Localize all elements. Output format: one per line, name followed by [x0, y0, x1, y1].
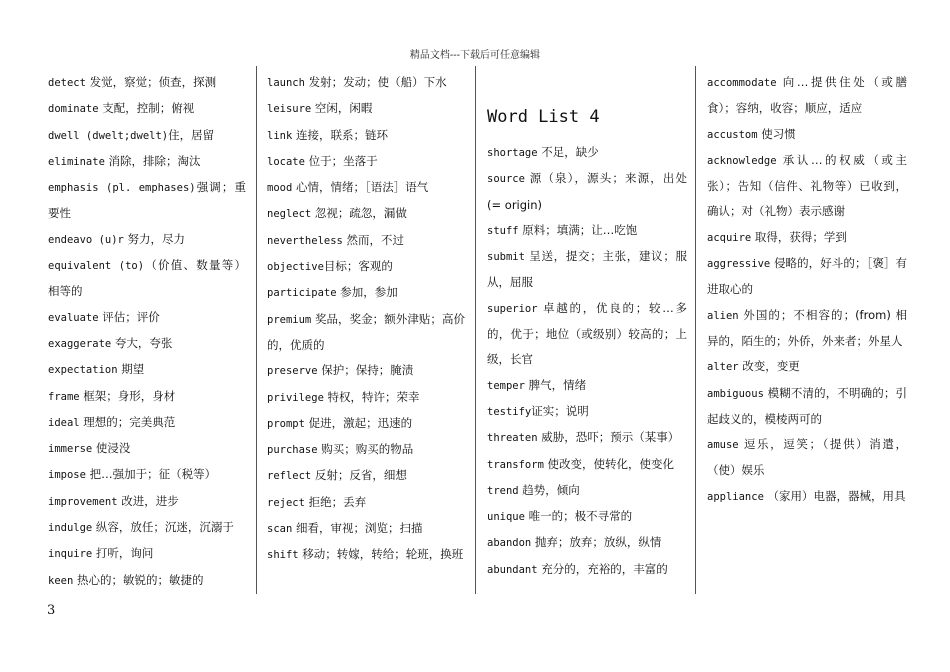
vocab-definition: 连接，联系；链环 — [292, 127, 388, 142]
vocab-word: stuff — [487, 224, 519, 237]
vocab-definition: 支配，控制；俯视 — [98, 101, 195, 116]
vocab-word: frame — [48, 390, 80, 403]
vocab-definition: 威胁，恐吓；预示（某事） — [537, 430, 680, 445]
vocab-word: source — [487, 173, 525, 186]
column-3 — [487, 70, 687, 583]
vocab-word: appliance — [707, 490, 764, 503]
vocab-entry — [487, 296, 687, 373]
page-number: 3 — [47, 603, 56, 618]
vocab-entry — [267, 463, 465, 489]
vocab-definition: 拒绝；丢弃 — [304, 494, 367, 509]
vocab-definition: 卓越的，优良的；较…多的，优于；地位（或级别）较高的；上级，长官 — [487, 300, 687, 367]
vocab-definition: 侵略的，好斗的；［褒］有进取心的 — [707, 256, 907, 297]
vocab-entry — [707, 354, 907, 380]
vocab-entry — [267, 542, 465, 568]
vocab-entry — [267, 307, 465, 359]
vocab-word: accommodate — [707, 77, 777, 89]
vocab-word: improvement — [48, 495, 118, 508]
vocab-entry — [48, 436, 246, 462]
vocab-entry — [267, 280, 465, 306]
page-header: 精品文档---下载后可任意编辑 — [409, 50, 541, 61]
vocab-word: submit — [487, 251, 525, 264]
vocab-definition: （价值、数量等）相等的 — [48, 258, 247, 299]
vocab-definition: 位于；坐落于 — [304, 153, 378, 168]
vocab-word: objective — [267, 261, 324, 274]
vocab-definition: 发觉，察觉；侦查，探测 — [85, 75, 217, 89]
vocab-entry — [487, 452, 687, 478]
vocab-entry — [48, 227, 246, 253]
vocab-definition: 特权，特许；荣幸 — [323, 389, 420, 404]
vocab-word: inquire — [48, 548, 93, 561]
vocab-word: premium — [267, 313, 312, 326]
vocab-word: reject — [267, 496, 305, 509]
vocab-definition: 外国的；不相容的；(from) 相异的，陌生的；外侨，外来者；外星人 — [707, 307, 907, 348]
vocab-entry — [707, 251, 907, 303]
vocab-entry — [267, 411, 465, 437]
vocab-entry — [267, 437, 465, 463]
vocab-word: mood — [267, 182, 293, 195]
vocab-word: locate — [267, 155, 305, 168]
word-list-title: Word List 4 — [487, 107, 600, 127]
vocab-definition: 模糊不清的，不明确的；引起歧义的，模棱两可的 — [707, 385, 907, 426]
vocab-entry — [707, 303, 907, 355]
column-4 — [707, 70, 907, 510]
vocab-definition: 呈送，提交；主张，建议；服从，屈服 — [487, 249, 687, 290]
vocab-word: superior — [487, 302, 538, 315]
vocab-word: exaggerate — [48, 337, 112, 350]
vocab-definition: 期望 — [117, 362, 145, 377]
vocab-word: equivalent (to) — [48, 260, 145, 273]
vocab-entry — [48, 357, 246, 383]
vocab-entry — [48, 331, 246, 357]
vocab-word: keen — [48, 574, 74, 587]
vocab-word: ideal — [48, 416, 80, 429]
vocab-entry — [48, 515, 246, 541]
vocab-entry — [487, 530, 687, 556]
vocab-word: abundant — [487, 563, 538, 576]
vocab-definition: 消除，排除；淘汰 — [104, 153, 201, 168]
vocab-word: eliminate — [48, 155, 105, 168]
vocab-word: emphasis (pl. emphases) — [48, 182, 196, 195]
vocab-entry — [487, 140, 687, 166]
vocab-definition: 热心的；敏锐的；敏捷的 — [73, 572, 204, 587]
vocab-word: shortage — [487, 147, 538, 159]
vocab-entry — [487, 218, 687, 244]
vocab-entry — [267, 385, 465, 411]
column-1 — [48, 70, 246, 594]
column-divider — [475, 66, 476, 594]
vocab-entry — [487, 244, 687, 296]
vocab-entry — [707, 381, 907, 433]
vocab-word: ambiguous — [707, 387, 764, 400]
vocab-entry — [48, 305, 246, 331]
vocab-word: accustom — [707, 128, 758, 141]
vocab-word: threaten — [487, 432, 538, 445]
vocab-entry — [707, 225, 907, 251]
vocab-word: alter — [707, 361, 739, 374]
column-divider — [256, 66, 257, 594]
vocab-definition: 唯一的；极不寻常的 — [524, 509, 633, 524]
vocab-definition: 忽视；疏忽，漏做 — [311, 206, 407, 221]
vocab-entry — [707, 484, 907, 510]
vocab-entry — [707, 122, 907, 148]
vocab-definition: 然而，不过 — [342, 232, 405, 247]
vocab-definition: 证实；说明 — [531, 403, 589, 418]
vocab-definition: 趋势，倾向 — [518, 482, 580, 497]
vocab-word: participate — [267, 287, 337, 300]
vocab-entry — [48, 96, 246, 122]
vocab-definition: 使习惯 — [757, 126, 796, 141]
vocab-word: alien — [707, 309, 739, 322]
vocab-word: preserve — [267, 365, 318, 378]
vocab-entry — [48, 410, 246, 436]
vocab-word: unique — [487, 511, 525, 524]
vocab-definition: 把…强加于；征（税等） — [85, 467, 217, 482]
vocab-word: detect — [48, 77, 86, 89]
vocab-word: testify — [487, 405, 532, 418]
vocab-entry — [267, 201, 465, 227]
vocab-word: expectation — [48, 364, 118, 377]
vocab-entry — [267, 175, 465, 201]
vocab-entry — [487, 425, 687, 451]
vocab-word: launch — [267, 77, 305, 89]
vocab-word: dwell (dwelt;dwelt) — [48, 129, 169, 142]
vocab-entry — [487, 504, 687, 530]
vocab-definition: 打听，询问 — [92, 546, 154, 561]
vocab-word: leisure — [267, 103, 312, 116]
vocab-word: transform — [487, 458, 544, 471]
vocab-entry — [48, 149, 246, 175]
vocab-definition: 使浸没 — [92, 441, 131, 456]
vocab-word: reflect — [267, 470, 312, 483]
vocab-entry — [48, 462, 246, 488]
vocab-definition: 反射；反省，细想 — [311, 468, 407, 483]
vocab-definition: 承认…的权威（或主张）；告知（信件、礼物等）已收到，确认；对（礼物）表示感谢 — [707, 152, 907, 219]
vocab-definition: 不足，缺少 — [537, 145, 599, 159]
vocab-word: trend — [487, 484, 519, 497]
vocab-definition: 心情，情绪；［语法］语气 — [292, 180, 429, 195]
vocab-entry — [267, 70, 465, 96]
vocab-word: neglect — [267, 208, 312, 221]
vocab-word: endeavo (u)r — [48, 233, 124, 246]
vocab-entry — [267, 254, 465, 280]
vocab-entry — [48, 175, 246, 227]
vocab-entry — [267, 123, 465, 149]
vocab-word: link — [267, 129, 293, 142]
vocab-definition: 保护；保持；腌渍 — [317, 363, 414, 378]
vocab-definition: 原料；填满；让…吃饱 — [518, 222, 638, 237]
vocab-definition: 夸大，夸张 — [111, 335, 173, 350]
vocab-definition: 框架；身形，身材 — [79, 388, 176, 403]
vocab-word: aggressive — [707, 258, 771, 271]
vocab-entry — [48, 489, 246, 515]
vocab-definition: 改进，进步 — [117, 493, 179, 508]
vocab-definition: 源（泉），源头；来源，出处 (= origin) — [487, 171, 687, 212]
vocab-word: acknowledge — [707, 154, 777, 167]
vocab-word: shift — [267, 549, 299, 562]
vocab-definition: 努力，尽力 — [123, 231, 186, 246]
vocab-entry — [707, 148, 907, 225]
column-divider — [695, 66, 696, 594]
vocab-word: scan — [267, 523, 293, 536]
vocab-entry — [48, 541, 246, 567]
vocab-definition: 发射；发动；使（船）下水 — [304, 75, 447, 89]
vocab-entry — [48, 123, 246, 149]
column-2 — [267, 70, 465, 569]
vocab-definition: 使改变，使转化，使变化 — [543, 456, 675, 471]
vocab-entry — [487, 373, 687, 399]
vocab-definition: 促进，激起；迅速的 — [304, 415, 413, 430]
vocab-definition: 住，居留 — [168, 127, 215, 142]
vocab-entry — [267, 96, 465, 122]
vocab-entry — [267, 490, 465, 516]
vocab-definition: 购买；购买的物品 — [317, 442, 414, 457]
vocab-word: abandon — [487, 537, 532, 550]
vocab-word: amuse — [707, 439, 739, 452]
vocab-definition: 参加，参加 — [336, 285, 398, 300]
vocab-definition: 评估；评价 — [98, 309, 160, 324]
vocab-entry — [707, 70, 907, 122]
vocab-definition: 奖品，奖金；额外津贴；高价的，优质的 — [267, 311, 465, 352]
vocab-definition: 纵容，放任；沉迷，沉溺于 — [92, 520, 234, 535]
vocab-word: prompt — [267, 417, 305, 430]
vocab-definition: 改变，变更 — [738, 359, 800, 374]
vocab-entry — [48, 253, 246, 305]
vocab-word: nevertheless — [267, 234, 343, 247]
vocab-entry — [267, 516, 465, 542]
vocab-definition: 逗乐，逗笑；（提供）消遣，（使）娱乐 — [707, 437, 907, 478]
vocab-entry — [48, 70, 246, 96]
vocab-entry — [267, 228, 465, 254]
vocab-definition: 细看，审视；浏览；扫描 — [292, 521, 423, 536]
vocab-word: purchase — [267, 444, 318, 457]
vocab-entry — [267, 358, 465, 384]
vocab-word: indulge — [48, 522, 93, 535]
vocab-word: temper — [487, 379, 525, 392]
vocab-entry — [487, 478, 687, 504]
vocab-definition: （家用）电器，器械，用具 — [763, 488, 906, 503]
vocab-word: dominate — [48, 103, 99, 116]
vocab-entry — [267, 149, 465, 175]
vocab-word: impose — [48, 469, 86, 482]
vocab-word: immerse — [48, 443, 93, 456]
vocab-word: acquire — [707, 231, 752, 244]
vocab-definition: 脾气，情绪 — [524, 377, 587, 392]
vocab-definition: 向…提供住处（或膳食）；容纳，收容；顺应，适应 — [707, 75, 907, 116]
vocab-definition: 空闲，闲暇 — [311, 101, 373, 116]
vocab-definition: 理想的；完美典范 — [79, 414, 176, 429]
vocab-entry — [487, 557, 687, 583]
vocab-definition: 目标；客观的 — [323, 259, 393, 274]
vocab-definition: 强调；重要性 — [48, 180, 246, 221]
vocab-word: privilege — [267, 391, 324, 404]
vocab-entry — [48, 568, 246, 594]
vocab-definition: 取得，获得；学到 — [751, 229, 847, 244]
vocab-entry — [487, 399, 687, 425]
vocab-entry — [487, 166, 687, 218]
vocab-word: evaluate — [48, 311, 99, 324]
vocab-definition: 抛弃；放弃；放纵，纵情 — [531, 535, 662, 550]
vocab-entry — [707, 432, 907, 484]
vocab-entry — [48, 384, 246, 410]
vocab-definition: 充分的，充裕的，丰富的 — [537, 561, 668, 576]
vocab-definition: 移动；转嫁，转给；轮班，换班 — [298, 547, 464, 562]
